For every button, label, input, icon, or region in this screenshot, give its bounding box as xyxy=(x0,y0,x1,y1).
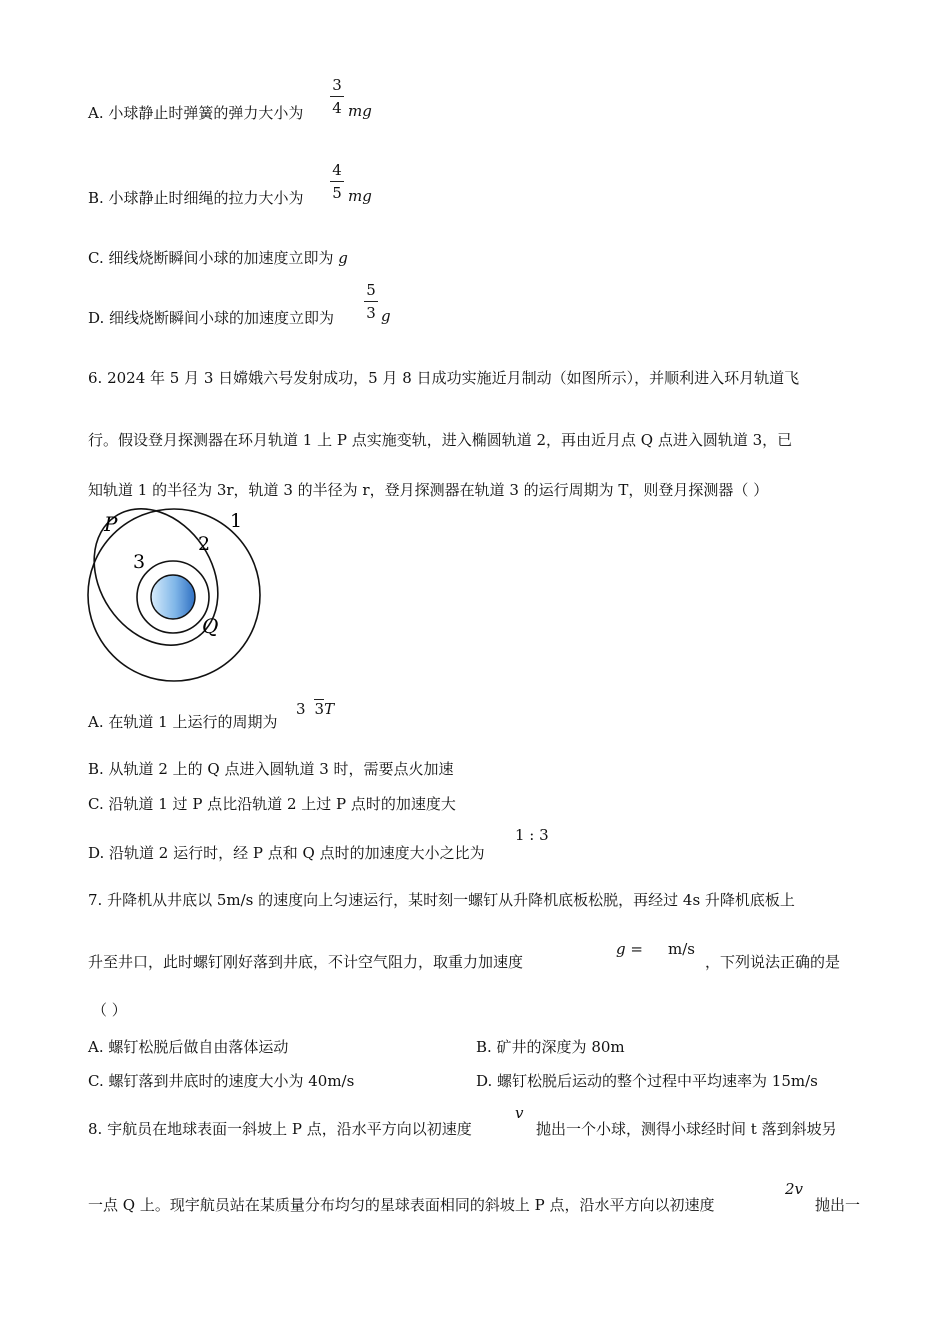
q6-option-d[interactable]: D. 沿轨道 2 运行时，经 P 点和 Q 点时的加速度大小之比为 xyxy=(88,844,485,862)
q7-answer-paren: （ ） xyxy=(92,1001,127,1019)
q5-option-c[interactable]: C. 细线烧断瞬间小球的加速度立即为 g xyxy=(88,249,348,267)
q6-option-b[interactable]: B. 从轨道 2 上的 Q 点进入圆轨道 3 时，需要点火加速 xyxy=(88,760,454,778)
q5-option-b-unit: mg xyxy=(348,187,372,205)
q6-option-c[interactable]: C. 沿轨道 1 过 P 点比沿轨道 2 上过 P 点时的加速度大 xyxy=(88,795,456,813)
q5-option-d[interactable]: D. 细线烧断瞬间小球的加速度立即为 xyxy=(88,309,335,327)
q8-2v-symbol: 2v xyxy=(785,1180,804,1198)
q5-option-d-fraction: 5 3 xyxy=(364,281,378,322)
q5-option-d-unit: g xyxy=(381,307,391,325)
q7-g-unit: m/s xyxy=(668,940,695,958)
q8-stem-line2: 一点 Q 上。现宇航员站在某质量分布均匀的星球表面相同的斜坡上 P 点，沿水平方向以初速度 xyxy=(88,1196,715,1214)
q7-stem-line1: 7. 升降机从井底以 5m/s 的速度向上匀速运行，某时刻一螺钉从升降机底板松脱，再经过 4s 升降机底板上 xyxy=(88,891,795,909)
label-orbit-2: 2 xyxy=(198,533,211,555)
q6-stem-line3: 知轨道 1 的半径为 3r，轨道 3 的半径为 r，登月探测器在轨道 3 的运行周期为 T，则登月探测器（ ） xyxy=(88,481,769,499)
q5-option-b-fraction: 4 5 xyxy=(330,161,344,202)
q7-option-a[interactable]: A. 螺钉松脱后做自由落体运动 xyxy=(88,1038,289,1056)
orbit-diagram xyxy=(80,505,280,690)
label-q: Q xyxy=(202,614,219,638)
q8-stem-line1: 8. 宇航员在地球表面一斜坡上 P 点，沿水平方向以初速度 xyxy=(88,1120,472,1138)
q6-option-d-ratio: 1 : 3 xyxy=(515,826,549,844)
q5-option-a-fraction: 3 4 xyxy=(330,76,344,117)
q6-stem-line1: 6. 2024 年 5 月 3 日嫦娥六号发射成功，5 月 8 日成功实施近月制动（如图所示），并顺利进入环月轨道飞 xyxy=(88,369,800,387)
q5-option-a[interactable]: A. 小球静止时弹簧的弹力大小为 xyxy=(88,104,304,122)
moon-body xyxy=(151,575,195,619)
q5-option-b[interactable]: B. 小球静止时细绳的拉力大小为 xyxy=(88,189,304,207)
q7-g-symbol: g = xyxy=(616,940,643,958)
label-orbit-3: 3 xyxy=(133,551,146,573)
q7-stem-line2: 升至井口，此时螺钉刚好落到井底，不计空气阻力，取重力加速度 xyxy=(88,953,524,971)
q7-option-d[interactable]: D. 螺钉松脱后运动的整个过程中平均速率为 15m/s xyxy=(476,1072,818,1090)
q7-option-b[interactable]: B. 矿井的深度为 80m xyxy=(476,1038,625,1056)
q8-v-symbol: v xyxy=(515,1104,524,1122)
label-p: P xyxy=(104,512,118,536)
q5-option-a-unit: mg xyxy=(348,102,372,120)
q6-stem-line2: 行。假设登月探测器在环月轨道 1 上 P 点实施变轨，进入椭圆轨道 2，再由近月点 Q 点进入圆轨道 3，已 xyxy=(88,431,793,449)
q6-option-a-expr: 3 3T xyxy=(296,700,335,718)
q8-stem-line1-post: 抛出一个小球，测得小球经时间 t 落到斜坡另 xyxy=(536,1120,837,1138)
q8-stem-line2-post: 抛出一 xyxy=(815,1196,861,1214)
q6-option-a[interactable]: A. 在轨道 1 上运行的周期为 xyxy=(88,713,278,731)
q7-stem-line2-post: ，下列说法正确的是 xyxy=(705,953,841,971)
label-orbit-1: 1 xyxy=(230,510,243,532)
q7-option-c[interactable]: C. 螺钉落到井底时的速度大小为 40m/s xyxy=(88,1072,355,1090)
